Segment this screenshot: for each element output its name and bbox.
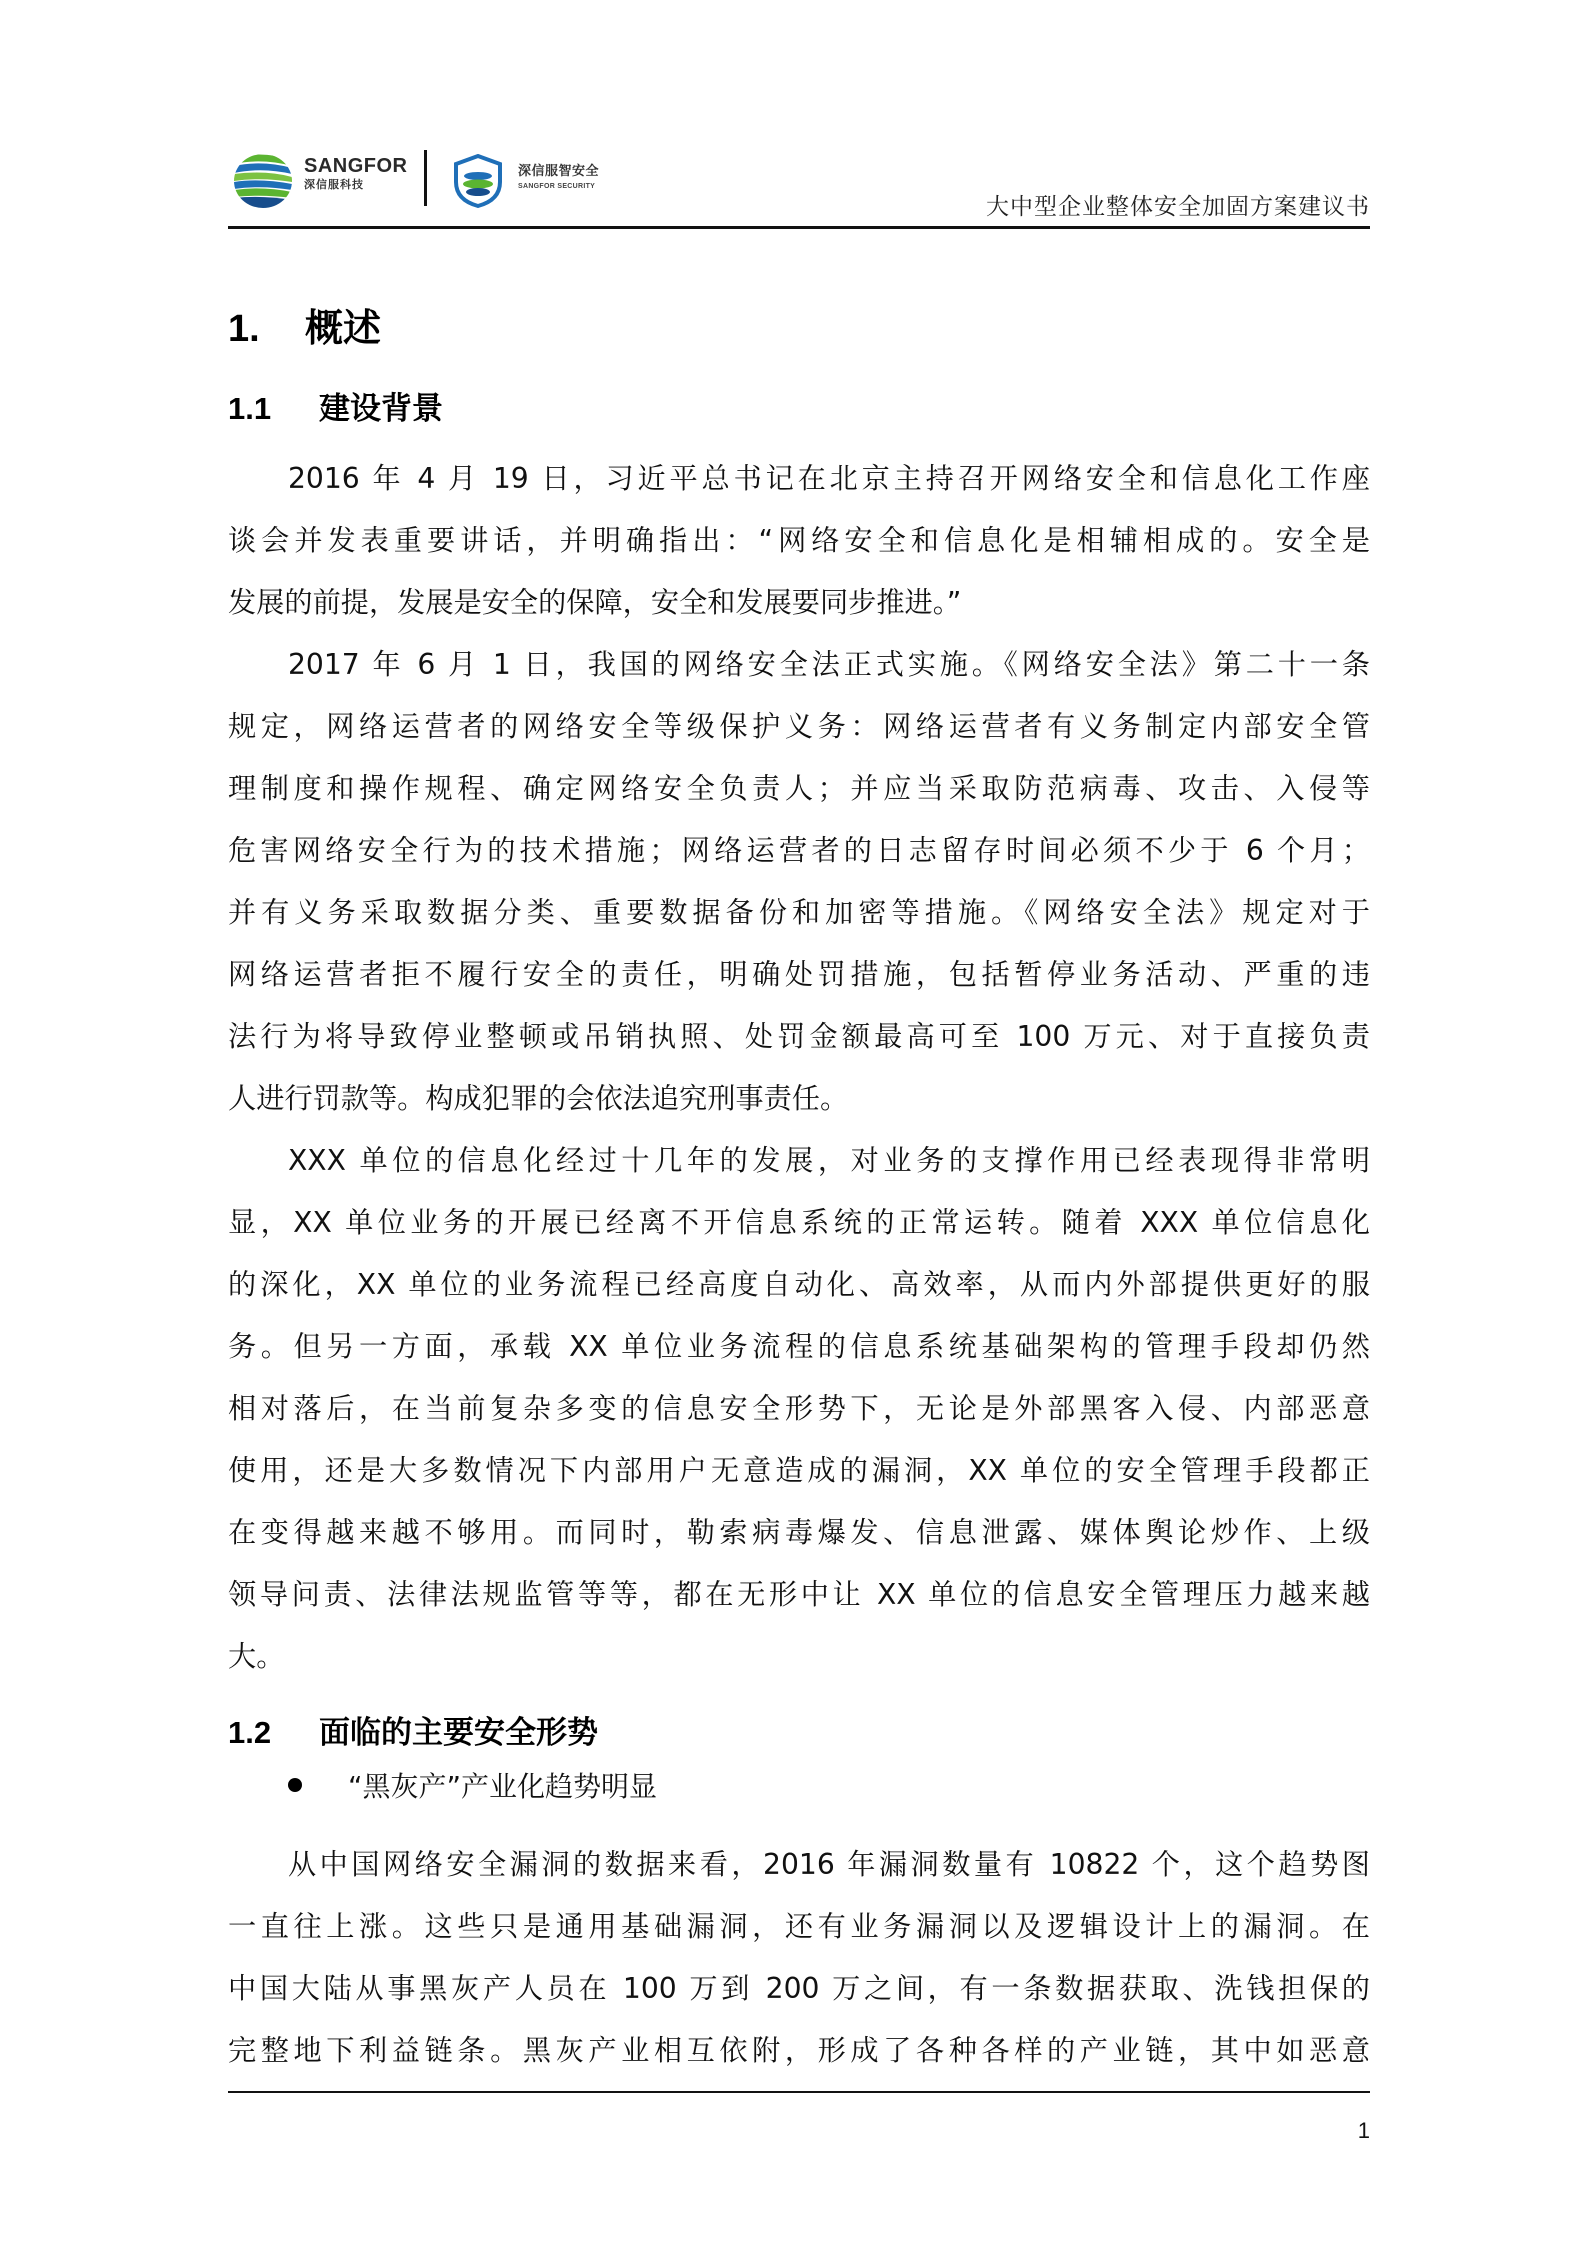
- bullet-text: “黑灰产”产业化趋势明显: [348, 1770, 658, 1803]
- paragraph: [228, 634, 1370, 1130]
- sangfor-globe-logo-icon: [232, 152, 294, 210]
- heading-1-2-number: 1.2: [228, 1715, 272, 1750]
- text-line: 从中国网络安全漏洞的数据来看，2016 年漏洞数量有 10822 个，这个趋势图: [288, 1848, 1370, 1881]
- brand-secondary-cn: 深信服智安全: [518, 164, 600, 179]
- text-line: 危害网络安全行为的技术措施；网络运营者的日志留存时间必须不少于 6 个月；: [228, 834, 1370, 867]
- text-line: 并有义务采取数据分类、重要数据备份和加密等措施。《网络安全法》规定对于: [228, 896, 1370, 929]
- text-line: 大。: [228, 1640, 285, 1673]
- text-line: 一直往上涨。这些只是通用基础漏洞，还有业务漏洞以及逻辑设计上的漏洞。在: [228, 1910, 1370, 1943]
- text-line: 的深化，XX 单位的业务流程已经高度自动化、高效率，从而内外部提供更好的服: [228, 1268, 1370, 1301]
- text-line: 规定，网络运营者的网络安全等级保护义务：网络运营者有义务制定内部安全管: [228, 710, 1370, 743]
- text-line: 相对落后，在当前复杂多变的信息安全形势下，无论是外部黑客入侵、内部恶意: [228, 1392, 1370, 1425]
- text-line: 法行为将导致停业整顿或吊销执照、处罚金额最高可至 100 万元、对于直接负责: [228, 1020, 1370, 1053]
- page-number: 1: [1357, 2118, 1370, 2143]
- text-line: 务。但另一方面，承载 XX 单位业务流程的信息系统基础架构的管理手段却仍然: [228, 1330, 1370, 1363]
- text-line: 使用，还是大多数情况下内部用户无意造成的漏洞，XX 单位的安全管理手段都正: [228, 1454, 1370, 1487]
- heading-1-1-title: 建设背景: [319, 391, 443, 426]
- footer-rule: [228, 2091, 1370, 2093]
- bullet-item: [288, 1765, 657, 1805]
- text-line: 发展的前提，发展是安全的保障，安全和发展要同步推进。”: [228, 586, 962, 619]
- heading-1-2: [228, 1707, 598, 1752]
- heading-1: [228, 297, 381, 352]
- text-line: 人进行罚款等。构成犯罪的会依法追究刑事责任。: [228, 1082, 849, 1115]
- text-line: 2016 年 4 月 19 日，习近平总书记在北京主持召开网络安全和信息化工作座: [288, 462, 1370, 495]
- heading-1-1-number: 1.1: [228, 391, 272, 426]
- text-line: 2017 年 6 月 1 日，我国的网络安全法正式实施。《网络安全法》第二十一条: [288, 648, 1370, 681]
- text-line: 显，XX 单位业务的开展已经离不开信息系统的正常运转。随着 XXX 单位信息化: [228, 1206, 1370, 1239]
- heading-1-title: 概述: [305, 308, 382, 350]
- paragraph: [228, 448, 1370, 634]
- bullet-dot-icon: [288, 1778, 302, 1792]
- page-header: [228, 140, 1370, 228]
- paragraph: [228, 1130, 1370, 1688]
- brand-name-cn: 深信服科技: [304, 178, 364, 191]
- text-line: 领导问责、法律法规监管等等，都在无形中让 XX 单位的信息安全管理压力越来越: [228, 1578, 1370, 1611]
- text-line: 网络运营者拒不履行安全的责任，明确处罚措施，包括暂停业务活动、严重的违: [228, 958, 1370, 991]
- brand-secondary-en: SANGFOR SECURITY: [518, 183, 596, 190]
- brand-secondary: [518, 164, 599, 192]
- text-line: 中国大陆从事黑灰产人员在 100 万到 200 万之间，有一条数据获取、洗钱担保的: [228, 1972, 1370, 2005]
- text-line: 在变得越来越不够用。而同时，勒索病毒爆发、信息泄露、媒体舆论炒作、上级: [228, 1516, 1370, 1549]
- brand-primary: [304, 156, 408, 192]
- heading-1-1: [228, 383, 443, 428]
- sangfor-security-shield-icon: [454, 154, 502, 208]
- text-line: 理制度和操作规程、确定网络安全负责人；并应当采取防范病毒、攻击、入侵等: [228, 772, 1370, 805]
- text-line: 完整地下利益链条。黑灰产业相互依附，形成了各种各样的产业链，其中如恶意: [228, 2034, 1370, 2067]
- heading-1-number: 1.: [228, 308, 260, 350]
- header-rule: [228, 226, 1370, 229]
- document-title: 大中型企业整体安全加固方案建议书: [986, 194, 1370, 220]
- heading-1-2-title: 面临的主要安全形势: [319, 1715, 598, 1750]
- brand-name-en: SANGFOR: [304, 155, 408, 177]
- logo-divider: [424, 150, 427, 206]
- text-line: 谈会并发表重要讲话，并明确指出：“网络安全和信息化是相辅相成的。安全是: [228, 524, 1370, 557]
- text-line: XXX 单位的信息化经过十几年的发展，对业务的支撑作用已经表现得非常明: [288, 1144, 1370, 1177]
- paragraph: [228, 1834, 1370, 2082]
